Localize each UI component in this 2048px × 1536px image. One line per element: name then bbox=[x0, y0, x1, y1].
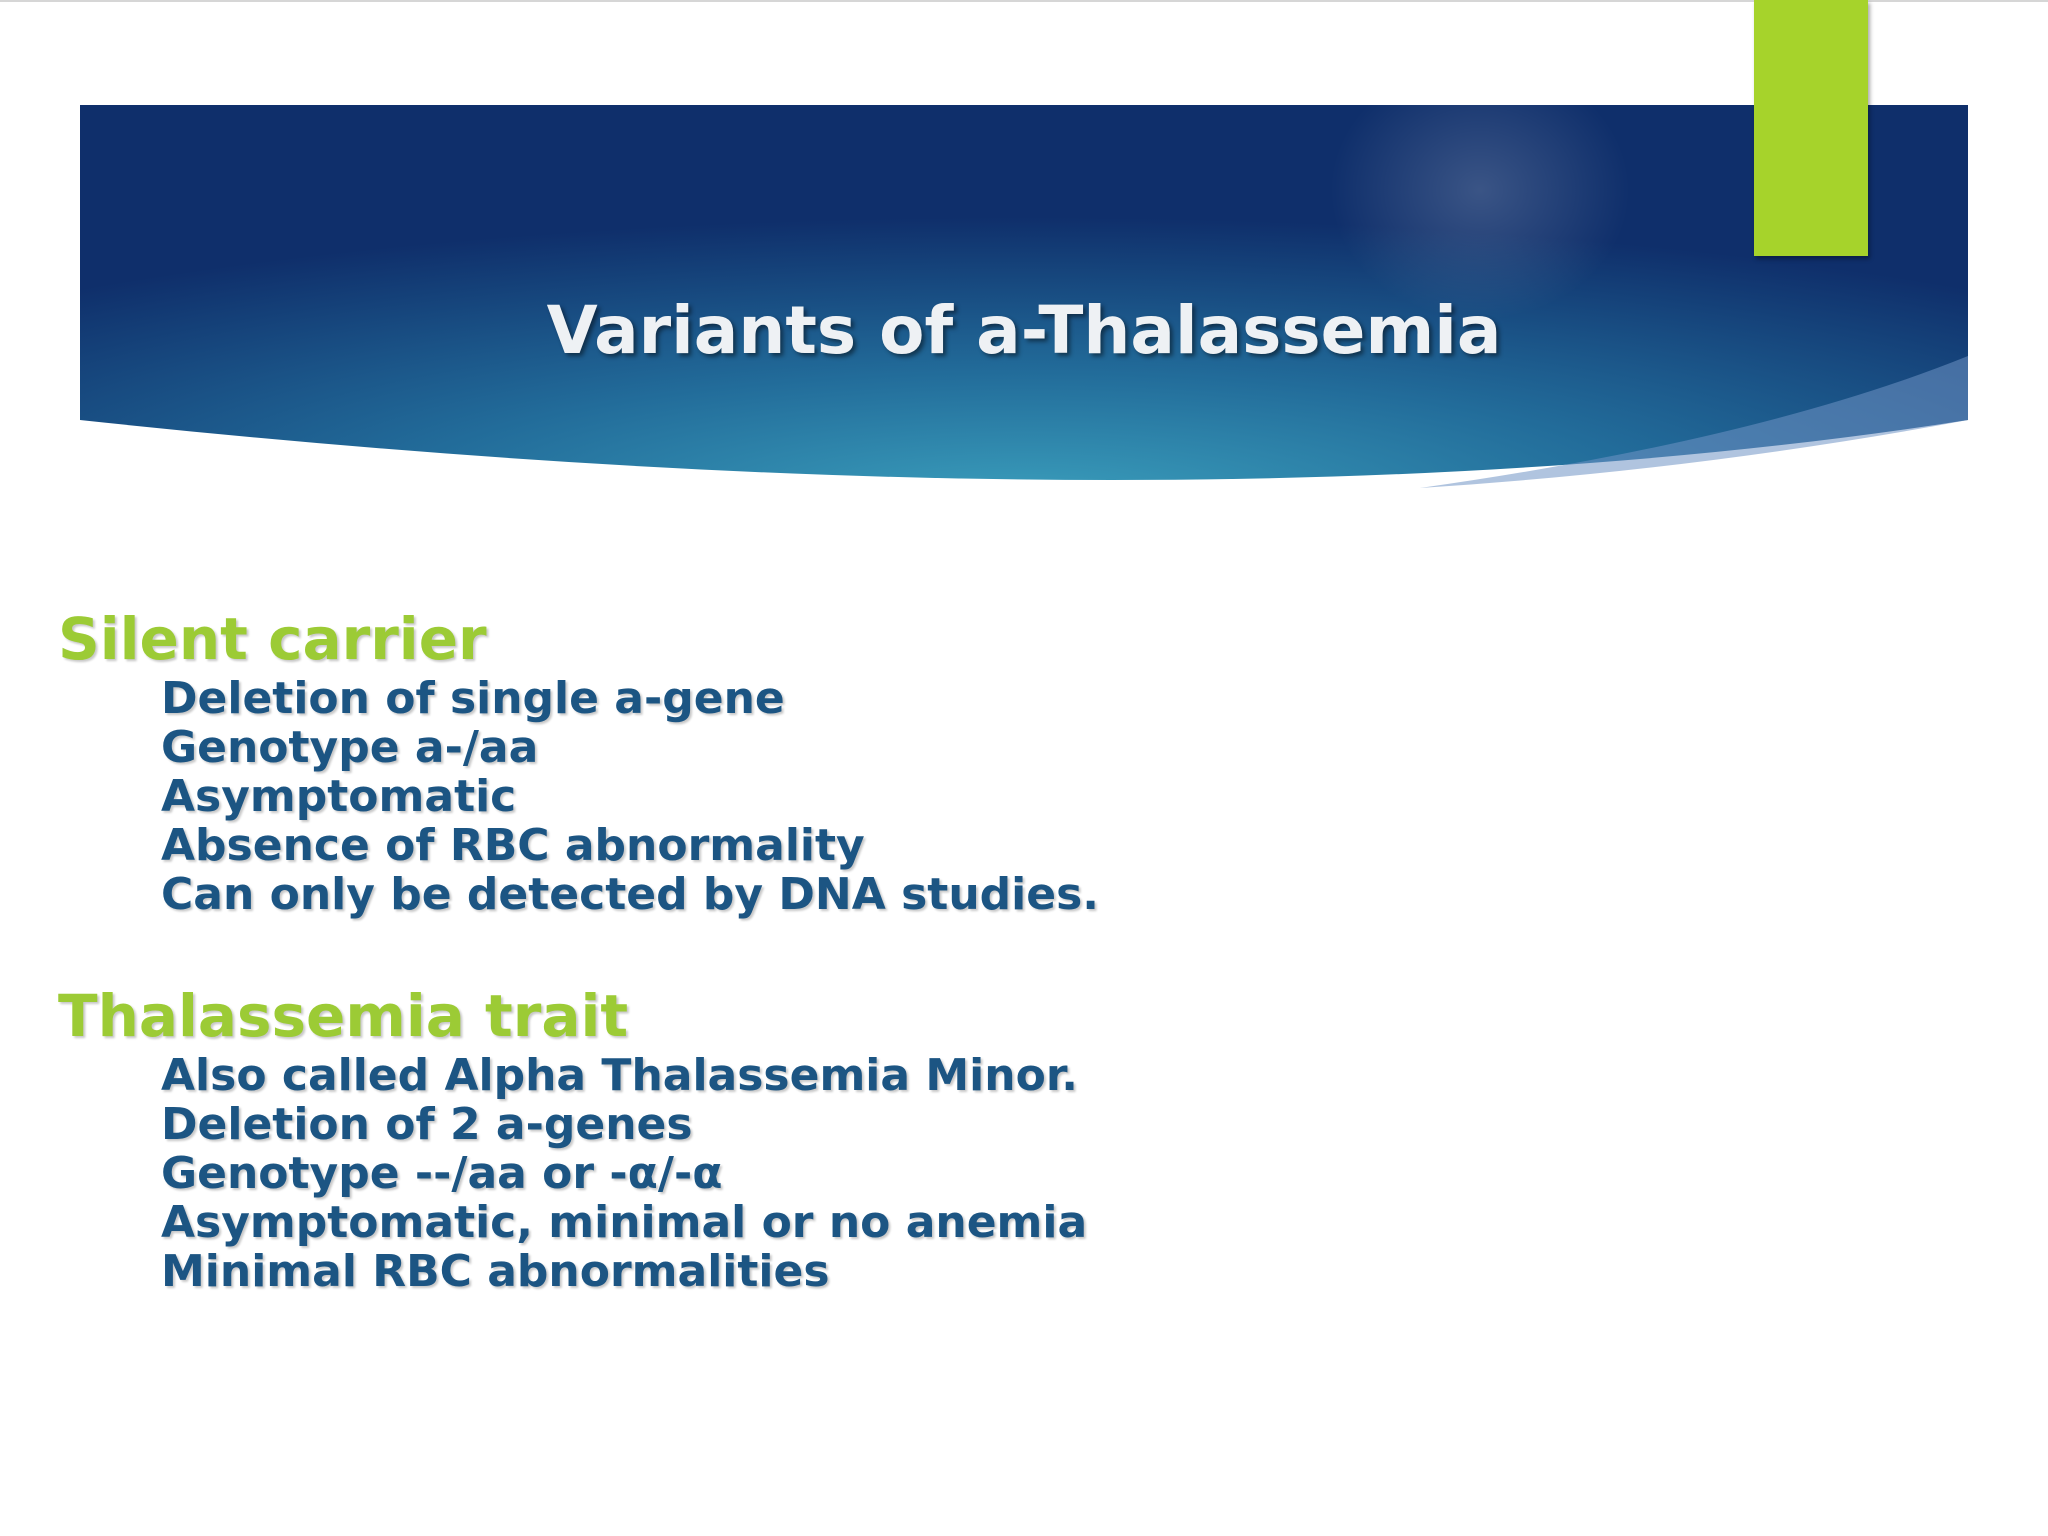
bullet-item: Absence of RBC abnormality bbox=[161, 820, 865, 871]
bullet-item: Can only be detected by DNA studies. bbox=[161, 869, 1099, 920]
bullet-item: Asymptomatic bbox=[161, 771, 517, 822]
section-heading: Silent carrier bbox=[58, 605, 487, 673]
bullet-item: Deletion of single a-gene bbox=[161, 673, 785, 724]
bullet-item: Asymptomatic, minimal or no anemia bbox=[161, 1197, 1088, 1248]
title-banner bbox=[0, 0, 2048, 520]
bullet-list bbox=[58, 1051, 1558, 1296]
section-heading: Thalassemia trait bbox=[58, 982, 629, 1050]
accent-tab bbox=[1754, 0, 1868, 256]
bullet-list bbox=[58, 674, 1558, 919]
section-silent-carrier bbox=[58, 604, 1558, 919]
section-thalassemia-trait bbox=[58, 981, 1558, 1296]
banner-glow bbox=[1330, 60, 1630, 320]
slide-title: Variants of a-Thalassemia bbox=[546, 292, 1502, 369]
bullet-item: Also called Alpha Thalassemia Minor. bbox=[161, 1050, 1078, 1101]
bullet-item: Genotype --/aa or -α/-α bbox=[161, 1148, 723, 1199]
bullet-item: Deletion of 2 a-genes bbox=[161, 1099, 693, 1150]
bullet-item: Minimal RBC abnormalities bbox=[161, 1246, 830, 1297]
bullet-item: Genotype a-/aa bbox=[161, 722, 539, 773]
slide-content bbox=[58, 604, 1558, 1296]
